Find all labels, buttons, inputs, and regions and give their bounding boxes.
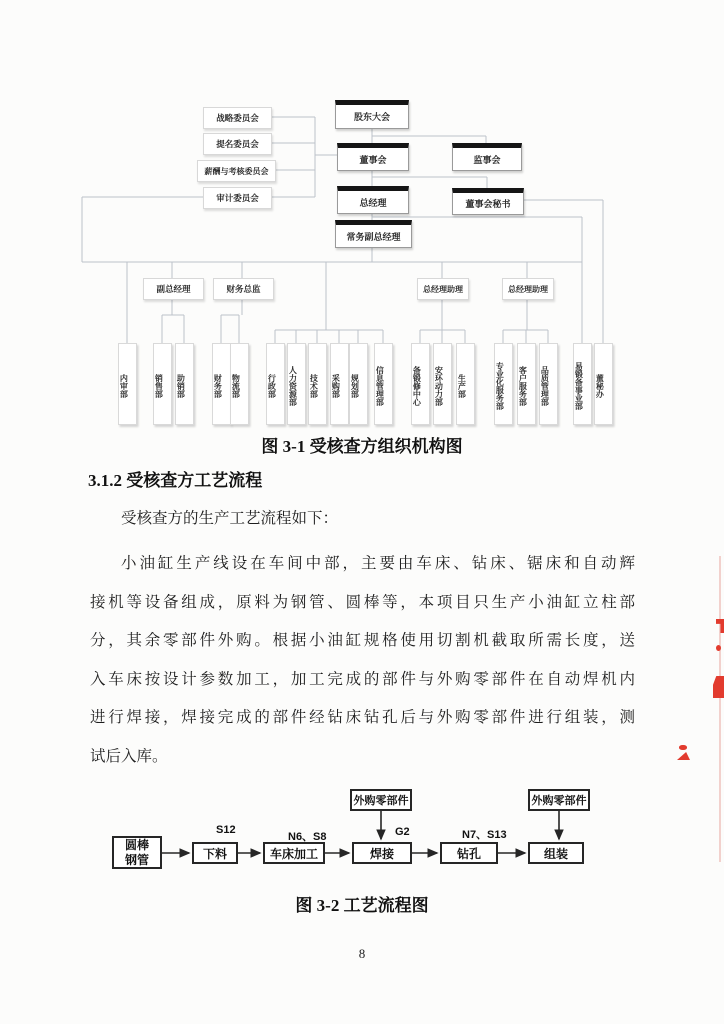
flow-step-assembly: 组装 — [528, 842, 584, 864]
figure-3-1-caption: 图 3-1 受核查方组织机构图 — [261, 437, 463, 456]
org-node-department: 采购部 — [330, 343, 349, 425]
flow-external-parts-box: 外购零部件 — [350, 789, 412, 811]
body-paragraph — [90, 545, 635, 777]
process-flow-chart — [90, 782, 635, 877]
intro-sentence: 受核查方的生产工艺流程如下： — [121, 510, 339, 527]
flow-input-box: 圆棒 钢管 — [112, 836, 162, 869]
org-node-department: 生产部 — [456, 343, 475, 425]
org-node-department: 品质管理部 — [539, 343, 558, 425]
org-node-manager: 总经理助理 — [417, 278, 469, 300]
org-node-manager: 总经理助理 — [502, 278, 554, 300]
org-node-department: 技术部 — [308, 343, 327, 425]
org-node-department: 安环动力部 — [433, 343, 452, 425]
org-node-committee: 薪酬与考核委员会 — [197, 160, 276, 182]
paragraph-line: 接机等设备组成，原料为钢管、圆棒等，本项目只生产小油缸立柱部 — [90, 593, 635, 611]
org-node-department: 助销部 — [175, 343, 194, 425]
red-ink-mark — [716, 645, 721, 651]
org-node-department: 人力资源部 — [287, 343, 306, 425]
org-node-department: 销售部 — [153, 343, 172, 425]
page-number: 8 — [358, 946, 366, 961]
flow-step-lathe: 车床加工 — [263, 842, 325, 864]
paragraph-line: 试后入库。 — [90, 747, 168, 765]
org-node-shareholders: 股东大会 — [335, 100, 409, 129]
flow-label-g2: G2 — [395, 826, 410, 838]
org-node-general-manager: 总经理 — [337, 186, 409, 214]
org-node-department: 专业化服务部 — [494, 343, 513, 425]
paragraph-line: 小油缸生产线设在车间中部，主要由车床、钻床、锯床和自动辉 — [121, 555, 635, 572]
org-node-department: 备锻修中心 — [411, 343, 430, 425]
org-node-department: 规划部 — [349, 343, 368, 425]
org-node-department: 财务部 — [212, 343, 231, 425]
scan-edge-line — [719, 556, 721, 862]
org-node-department: 董秘办 — [594, 343, 613, 425]
paragraph-line: 入车床按设计参数加工，加工完成的部件与外购零部件在自动焊机内 — [90, 670, 635, 688]
org-chart — [80, 95, 640, 440]
figure-3-2-caption: 图 3-2 工艺流程图 — [295, 896, 429, 915]
org-node-board: 董事会 — [337, 143, 409, 171]
org-node-department: 易锻备事业部 — [573, 343, 592, 425]
flow-label-n7-s13: N7、S13 — [462, 829, 507, 841]
flow-step-drilling: 钻孔 — [440, 842, 498, 864]
org-node-manager: 财务总监 — [213, 278, 274, 300]
red-ink-mark — [677, 752, 690, 760]
org-node-executive-deputy-gm: 常务副总经理 — [335, 220, 412, 248]
org-node-supervisory-board: 监事会 — [452, 143, 522, 171]
paragraph-line: 进行焊接，焊接完成的部件经钻床钻孔后与外购零部件进行组装，测 — [90, 709, 635, 727]
org-node-committee: 审计委员会 — [203, 187, 272, 209]
org-node-manager: 副总经理 — [143, 278, 204, 300]
org-node-department: 行政部 — [266, 343, 285, 425]
red-ink-mark — [713, 676, 724, 698]
section-heading: 3.1.2 受核查方工艺流程 — [88, 471, 263, 490]
org-node-committee: 提名委员会 — [203, 133, 272, 155]
org-node-committee: 战略委员会 — [203, 107, 272, 129]
org-node-board-secretary: 董事会秘书 — [452, 188, 524, 215]
flow-external-parts-box: 外购零部件 — [528, 789, 590, 811]
paragraph-line: 分，其余零部件外购。根据小油缸规格使用切割机截取所需长度，送 — [90, 632, 635, 650]
org-node-department: 内审部 — [118, 343, 137, 425]
flow-step-cutting: 下料 — [192, 842, 238, 864]
org-node-department: 物流部 — [230, 343, 249, 425]
org-node-department: 信息管理部 — [374, 343, 393, 425]
flow-label-n6-s8: N6、S8 — [288, 831, 327, 843]
flow-label-s12: S12 — [216, 824, 236, 836]
flow-step-welding: 焊接 — [352, 842, 412, 864]
org-node-department: 客户服务部 — [517, 343, 536, 425]
red-ink-mark — [679, 745, 687, 750]
